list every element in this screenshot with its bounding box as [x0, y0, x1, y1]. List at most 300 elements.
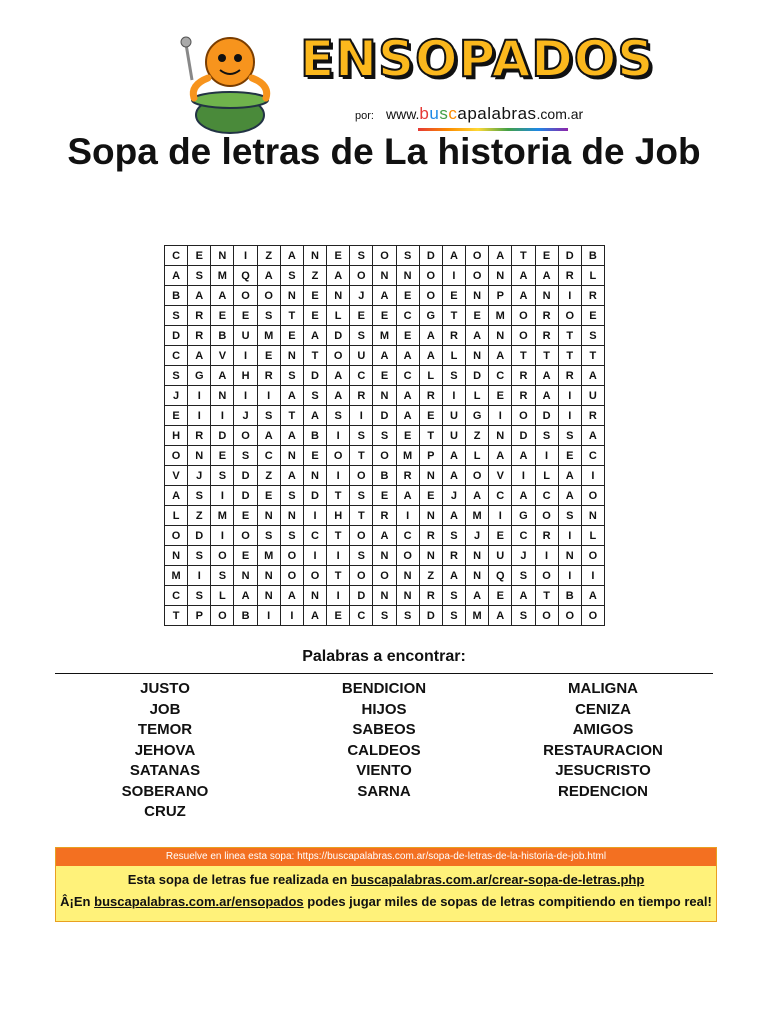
- grid-cell[interactable]: S: [535, 426, 558, 446]
- grid-cell[interactable]: A: [396, 346, 419, 366]
- grid-cell[interactable]: E: [373, 306, 396, 326]
- grid-cell[interactable]: N: [303, 246, 326, 266]
- grid-cell[interactable]: O: [419, 286, 442, 306]
- grid-cell[interactable]: Q: [489, 566, 512, 586]
- grid-cell[interactable]: R: [535, 326, 558, 346]
- grid-cell[interactable]: D: [512, 426, 535, 446]
- grid-cell[interactable]: T: [442, 306, 465, 326]
- grid-cell[interactable]: N: [419, 506, 442, 526]
- grid-cell[interactable]: Q: [234, 266, 257, 286]
- grid-cell[interactable]: Z: [257, 466, 280, 486]
- grid-cell[interactable]: P: [419, 446, 442, 466]
- grid-cell[interactable]: A: [165, 486, 188, 506]
- grid-cell[interactable]: T: [350, 446, 373, 466]
- grid-cell[interactable]: S: [396, 246, 419, 266]
- grid-cell[interactable]: T: [512, 246, 535, 266]
- grid-cell[interactable]: I: [280, 606, 303, 626]
- grid-cell[interactable]: T: [558, 346, 581, 366]
- grid-cell[interactable]: D: [466, 366, 489, 386]
- grid-cell[interactable]: U: [442, 426, 465, 446]
- grid-cell[interactable]: I: [558, 286, 581, 306]
- grid-cell[interactable]: P: [489, 286, 512, 306]
- grid-cell[interactable]: C: [165, 586, 188, 606]
- grid-cell[interactable]: C: [489, 366, 512, 386]
- grid-cell[interactable]: D: [558, 246, 581, 266]
- grid-cell[interactable]: N: [188, 446, 211, 466]
- grid-cell[interactable]: C: [396, 366, 419, 386]
- grid-cell[interactable]: E: [327, 246, 350, 266]
- grid-cell[interactable]: N: [280, 446, 303, 466]
- grid-cell[interactable]: R: [558, 266, 581, 286]
- grid-cell[interactable]: A: [512, 586, 535, 606]
- grid-cell[interactable]: A: [280, 586, 303, 606]
- grid-cell[interactable]: T: [327, 486, 350, 506]
- grid-cell[interactable]: I: [188, 406, 211, 426]
- grid-cell[interactable]: E: [581, 306, 604, 326]
- grid-cell[interactable]: A: [188, 346, 211, 366]
- grid-cell[interactable]: C: [396, 526, 419, 546]
- grid-cell[interactable]: O: [303, 566, 326, 586]
- grid-cell[interactable]: T: [165, 606, 188, 626]
- grid-cell[interactable]: H: [165, 426, 188, 446]
- grid-cell[interactable]: I: [558, 406, 581, 426]
- grid-cell[interactable]: E: [373, 366, 396, 386]
- grid-cell[interactable]: R: [512, 366, 535, 386]
- grid-cell[interactable]: J: [512, 546, 535, 566]
- grid-cell[interactable]: A: [466, 486, 489, 506]
- grid-cell[interactable]: S: [442, 586, 465, 606]
- grid-cell[interactable]: A: [442, 506, 465, 526]
- grid-cell[interactable]: S: [257, 526, 280, 546]
- grid-cell[interactable]: B: [581, 246, 604, 266]
- grid-cell[interactable]: A: [581, 366, 604, 386]
- grid-cell[interactable]: S: [188, 266, 211, 286]
- grid-cell[interactable]: J: [234, 406, 257, 426]
- grid-cell[interactable]: I: [558, 566, 581, 586]
- grid-cell[interactable]: T: [535, 346, 558, 366]
- grid-cell[interactable]: O: [396, 546, 419, 566]
- grid-cell[interactable]: N: [558, 546, 581, 566]
- grid-cell[interactable]: T: [303, 346, 326, 366]
- grid-cell[interactable]: G: [466, 406, 489, 426]
- grid-cell[interactable]: S: [350, 326, 373, 346]
- grid-cell[interactable]: T: [581, 346, 604, 366]
- grid-cell[interactable]: D: [234, 466, 257, 486]
- grid-cell[interactable]: I: [257, 386, 280, 406]
- grid-cell[interactable]: I: [303, 546, 326, 566]
- grid-cell[interactable]: R: [581, 406, 604, 426]
- grid-cell[interactable]: O: [234, 286, 257, 306]
- grid-cell[interactable]: E: [257, 346, 280, 366]
- grid-cell[interactable]: A: [489, 246, 512, 266]
- grid-cell[interactable]: N: [466, 286, 489, 306]
- grid-cell[interactable]: A: [419, 326, 442, 346]
- grid-cell[interactable]: O: [350, 566, 373, 586]
- grid-cell[interactable]: I: [327, 586, 350, 606]
- grid-cell[interactable]: O: [280, 546, 303, 566]
- grid-cell[interactable]: N: [396, 266, 419, 286]
- brand-logo[interactable]: [300, 30, 655, 130]
- grid-cell[interactable]: A: [581, 426, 604, 446]
- grid-cell[interactable]: E: [350, 306, 373, 326]
- grid-cell[interactable]: S: [188, 586, 211, 606]
- grid-cell[interactable]: N: [280, 506, 303, 526]
- grid-cell[interactable]: R: [373, 506, 396, 526]
- grid-cell[interactable]: S: [327, 406, 350, 426]
- grid-cell[interactable]: O: [512, 306, 535, 326]
- grid-cell[interactable]: O: [512, 406, 535, 426]
- grid-cell[interactable]: B: [234, 606, 257, 626]
- grid-cell[interactable]: R: [535, 306, 558, 326]
- grid-cell[interactable]: N: [211, 246, 234, 266]
- grid-cell[interactable]: S: [350, 246, 373, 266]
- grid-cell[interactable]: N: [211, 386, 234, 406]
- grid-cell[interactable]: Z: [257, 246, 280, 266]
- grid-cell[interactable]: A: [442, 446, 465, 466]
- grid-cell[interactable]: I: [535, 446, 558, 466]
- grid-cell[interactable]: T: [350, 506, 373, 526]
- grid-cell[interactable]: C: [165, 246, 188, 266]
- grid-cell[interactable]: A: [535, 386, 558, 406]
- grid-cell[interactable]: T: [512, 346, 535, 366]
- grid-cell[interactable]: D: [165, 326, 188, 346]
- grid-cell[interactable]: O: [350, 266, 373, 286]
- grid-cell[interactable]: E: [419, 406, 442, 426]
- grid-cell[interactable]: G: [419, 306, 442, 326]
- grid-cell[interactable]: I: [396, 506, 419, 526]
- grid-cell[interactable]: N: [535, 286, 558, 306]
- grid-cell[interactable]: A: [535, 366, 558, 386]
- grid-cell[interactable]: E: [303, 306, 326, 326]
- grid-cell[interactable]: L: [581, 526, 604, 546]
- grid-cell[interactable]: O: [327, 446, 350, 466]
- grid-cell[interactable]: E: [211, 446, 234, 466]
- grid-cell[interactable]: J: [466, 526, 489, 546]
- grid-cell[interactable]: N: [257, 566, 280, 586]
- grid-cell[interactable]: E: [396, 426, 419, 446]
- grid-cell[interactable]: C: [489, 486, 512, 506]
- grid-cell[interactable]: E: [188, 246, 211, 266]
- grid-cell[interactable]: I: [581, 466, 604, 486]
- grid-cell[interactable]: A: [512, 446, 535, 466]
- grid-cell[interactable]: C: [350, 606, 373, 626]
- grid-cell[interactable]: E: [280, 326, 303, 346]
- grid-cell[interactable]: N: [581, 506, 604, 526]
- grid-cell[interactable]: A: [373, 526, 396, 546]
- grid-cell[interactable]: A: [466, 326, 489, 346]
- grid-cell[interactable]: L: [211, 586, 234, 606]
- grid-cell[interactable]: N: [280, 346, 303, 366]
- grid-cell[interactable]: E: [535, 246, 558, 266]
- grid-cell[interactable]: S: [280, 526, 303, 546]
- grid-cell[interactable]: C: [581, 446, 604, 466]
- grid-cell[interactable]: Z: [188, 506, 211, 526]
- grid-cell[interactable]: C: [512, 526, 535, 546]
- grid-cell[interactable]: E: [234, 306, 257, 326]
- grid-cell[interactable]: A: [257, 426, 280, 446]
- grid-cell[interactable]: C: [350, 366, 373, 386]
- grid-cell[interactable]: I: [234, 386, 257, 406]
- grid-cell[interactable]: A: [512, 486, 535, 506]
- grid-cell[interactable]: A: [489, 346, 512, 366]
- grid-cell[interactable]: T: [558, 326, 581, 346]
- grid-cell[interactable]: I: [327, 466, 350, 486]
- grid-cell[interactable]: N: [419, 466, 442, 486]
- grid-cell[interactable]: I: [188, 566, 211, 586]
- grid-cell[interactable]: B: [558, 586, 581, 606]
- grid-cell[interactable]: N: [257, 586, 280, 606]
- grid-cell[interactable]: S: [188, 546, 211, 566]
- grid-cell[interactable]: S: [303, 386, 326, 406]
- grid-cell[interactable]: E: [442, 286, 465, 306]
- grid-cell[interactable]: A: [211, 366, 234, 386]
- grid-cell[interactable]: B: [211, 326, 234, 346]
- grid-cell[interactable]: M: [257, 326, 280, 346]
- grid-cell[interactable]: E: [489, 526, 512, 546]
- grid-cell[interactable]: I: [442, 386, 465, 406]
- grid-cell[interactable]: S: [581, 326, 604, 346]
- grid-cell[interactable]: R: [419, 526, 442, 546]
- grid-cell[interactable]: A: [373, 346, 396, 366]
- grid-cell[interactable]: S: [257, 406, 280, 426]
- grid-cell[interactable]: O: [466, 266, 489, 286]
- grid-cell[interactable]: A: [396, 386, 419, 406]
- grid-cell[interactable]: O: [466, 246, 489, 266]
- grid-cell[interactable]: D: [350, 586, 373, 606]
- grid-cell[interactable]: L: [327, 306, 350, 326]
- grid-cell[interactable]: N: [466, 566, 489, 586]
- grid-cell[interactable]: R: [396, 466, 419, 486]
- grid-cell[interactable]: U: [581, 386, 604, 406]
- grid-cell[interactable]: R: [558, 366, 581, 386]
- grid-cell[interactable]: M: [211, 266, 234, 286]
- grid-cell[interactable]: V: [489, 466, 512, 486]
- grid-cell[interactable]: U: [350, 346, 373, 366]
- grid-cell[interactable]: O: [350, 466, 373, 486]
- grid-cell[interactable]: M: [396, 446, 419, 466]
- grid-cell[interactable]: A: [188, 286, 211, 306]
- grid-cell[interactable]: A: [396, 406, 419, 426]
- grid-cell[interactable]: S: [373, 606, 396, 626]
- grid-cell[interactable]: J: [442, 486, 465, 506]
- grid-cell[interactable]: C: [165, 346, 188, 366]
- grid-cell[interactable]: U: [489, 546, 512, 566]
- grid-cell[interactable]: P: [188, 606, 211, 626]
- grid-cell[interactable]: I: [535, 546, 558, 566]
- grid-cell[interactable]: E: [373, 486, 396, 506]
- grid-cell[interactable]: I: [257, 606, 280, 626]
- grid-cell[interactable]: O: [234, 426, 257, 446]
- grid-cell[interactable]: I: [489, 506, 512, 526]
- grid-cell[interactable]: C: [396, 306, 419, 326]
- grid-cell[interactable]: L: [466, 386, 489, 406]
- grid-cell[interactable]: I: [350, 406, 373, 426]
- grid-cell[interactable]: S: [512, 606, 535, 626]
- grid-cell[interactable]: G: [512, 506, 535, 526]
- grid-cell[interactable]: H: [327, 506, 350, 526]
- grid-cell[interactable]: I: [512, 466, 535, 486]
- grid-cell[interactable]: S: [558, 506, 581, 526]
- grid-cell[interactable]: E: [558, 446, 581, 466]
- grid-cell[interactable]: R: [257, 366, 280, 386]
- grid-cell[interactable]: A: [581, 586, 604, 606]
- grid-cell[interactable]: O: [512, 326, 535, 346]
- grid-cell[interactable]: O: [535, 506, 558, 526]
- grid-cell[interactable]: A: [165, 266, 188, 286]
- grid-cell[interactable]: E: [234, 546, 257, 566]
- grid-cell[interactable]: M: [373, 326, 396, 346]
- grid-cell[interactable]: E: [466, 306, 489, 326]
- grid-cell[interactable]: A: [303, 406, 326, 426]
- grid-cell[interactable]: N: [234, 566, 257, 586]
- grid-cell[interactable]: D: [373, 406, 396, 426]
- grid-cell[interactable]: M: [466, 606, 489, 626]
- grid-cell[interactable]: O: [535, 606, 558, 626]
- grid-cell[interactable]: N: [419, 546, 442, 566]
- grid-cell[interactable]: M: [466, 506, 489, 526]
- grid-cell[interactable]: N: [373, 546, 396, 566]
- grid-cell[interactable]: B: [165, 286, 188, 306]
- grid-cell[interactable]: O: [558, 306, 581, 326]
- grid-cell[interactable]: Z: [303, 266, 326, 286]
- grid-cell[interactable]: E: [211, 306, 234, 326]
- grid-cell[interactable]: A: [535, 266, 558, 286]
- grid-cell[interactable]: I: [188, 386, 211, 406]
- grid-cell[interactable]: L: [535, 466, 558, 486]
- grid-cell[interactable]: O: [466, 466, 489, 486]
- grid-cell[interactable]: E: [234, 506, 257, 526]
- grid-cell[interactable]: A: [489, 606, 512, 626]
- grid-cell[interactable]: E: [419, 486, 442, 506]
- grid-cell[interactable]: R: [419, 586, 442, 606]
- grid-cell[interactable]: E: [257, 486, 280, 506]
- grid-cell[interactable]: N: [373, 266, 396, 286]
- grid-cell[interactable]: T: [280, 306, 303, 326]
- grid-cell[interactable]: N: [303, 586, 326, 606]
- grid-cell[interactable]: N: [396, 566, 419, 586]
- grid-cell[interactable]: S: [165, 306, 188, 326]
- grid-cell[interactable]: A: [442, 566, 465, 586]
- grid-cell[interactable]: S: [442, 526, 465, 546]
- grid-cell[interactable]: J: [165, 386, 188, 406]
- grid-cell[interactable]: A: [327, 386, 350, 406]
- grid-cell[interactable]: N: [396, 586, 419, 606]
- grid-cell[interactable]: N: [280, 286, 303, 306]
- grid-cell[interactable]: D: [419, 606, 442, 626]
- grid-cell[interactable]: L: [442, 346, 465, 366]
- grid-cell[interactable]: I: [327, 546, 350, 566]
- grid-cell[interactable]: S: [512, 566, 535, 586]
- grid-cell[interactable]: S: [280, 486, 303, 506]
- grid-cell[interactable]: A: [303, 326, 326, 346]
- grid-cell[interactable]: C: [535, 486, 558, 506]
- grid-cell[interactable]: I: [489, 406, 512, 426]
- grid-cell[interactable]: I: [211, 406, 234, 426]
- grid-cell[interactable]: O: [581, 486, 604, 506]
- grid-cell[interactable]: O: [165, 526, 188, 546]
- grid-cell[interactable]: R: [442, 326, 465, 346]
- online-link[interactable]: Resuelve en linea esta sopa: https://buscapalabras.com.ar/sopa-de-letras-de-la-historia-de-job.html: [56, 848, 716, 866]
- grid-cell[interactable]: T: [327, 566, 350, 586]
- grid-cell[interactable]: S: [350, 546, 373, 566]
- grid-cell[interactable]: A: [512, 286, 535, 306]
- grid-cell[interactable]: L: [581, 266, 604, 286]
- grid-cell[interactable]: N: [373, 386, 396, 406]
- grid-cell[interactable]: R: [512, 386, 535, 406]
- grid-cell[interactable]: M: [257, 546, 280, 566]
- grid-cell[interactable]: E: [396, 286, 419, 306]
- grid-cell[interactable]: M: [211, 506, 234, 526]
- grid-cell[interactable]: R: [188, 426, 211, 446]
- grid-cell[interactable]: N: [466, 546, 489, 566]
- grid-cell[interactable]: I: [211, 526, 234, 546]
- grid-cell[interactable]: O: [535, 566, 558, 586]
- grid-cell[interactable]: B: [303, 426, 326, 446]
- create-link[interactable]: buscapalabras.com.ar/crear-sopa-de-letras.php: [350, 872, 645, 887]
- grid-cell[interactable]: I: [581, 566, 604, 586]
- grid-cell[interactable]: I: [234, 246, 257, 266]
- grid-cell[interactable]: S: [257, 306, 280, 326]
- grid-cell[interactable]: E: [489, 586, 512, 606]
- grid-cell[interactable]: I: [303, 506, 326, 526]
- grid-cell[interactable]: V: [165, 466, 188, 486]
- grid-cell[interactable]: R: [350, 386, 373, 406]
- grid-cell[interactable]: L: [466, 446, 489, 466]
- grid-cell[interactable]: D: [303, 486, 326, 506]
- grid-cell[interactable]: L: [165, 506, 188, 526]
- grid-cell[interactable]: S: [165, 366, 188, 386]
- grid-cell[interactable]: O: [558, 606, 581, 626]
- grid-cell[interactable]: A: [396, 486, 419, 506]
- grid-cell[interactable]: E: [303, 446, 326, 466]
- grid-cell[interactable]: A: [327, 366, 350, 386]
- grid-cell[interactable]: D: [234, 486, 257, 506]
- grid-cell[interactable]: U: [234, 326, 257, 346]
- grid-cell[interactable]: S: [558, 426, 581, 446]
- grid-cell[interactable]: D: [419, 246, 442, 266]
- grid-cell[interactable]: N: [303, 466, 326, 486]
- grid-cell[interactable]: O: [165, 446, 188, 466]
- grid-cell[interactable]: S: [373, 426, 396, 446]
- grid-cell[interactable]: E: [327, 606, 350, 626]
- grid-cell[interactable]: R: [535, 526, 558, 546]
- grid-cell[interactable]: A: [466, 586, 489, 606]
- grid-cell[interactable]: I: [234, 346, 257, 366]
- grid-cell[interactable]: J: [350, 286, 373, 306]
- grid-cell[interactable]: A: [373, 286, 396, 306]
- grid-cell[interactable]: V: [211, 346, 234, 366]
- grid-cell[interactable]: A: [280, 386, 303, 406]
- grid-cell[interactable]: N: [327, 286, 350, 306]
- grid-cell[interactable]: H: [234, 366, 257, 386]
- grid-cell[interactable]: O: [211, 546, 234, 566]
- grid-cell[interactable]: S: [280, 366, 303, 386]
- grid-cell[interactable]: T: [280, 406, 303, 426]
- grid-cell[interactable]: O: [373, 566, 396, 586]
- grid-cell[interactable]: O: [373, 246, 396, 266]
- grid-cell[interactable]: S: [396, 606, 419, 626]
- grid-cell[interactable]: N: [373, 586, 396, 606]
- grid-cell[interactable]: D: [303, 366, 326, 386]
- grid-cell[interactable]: A: [234, 586, 257, 606]
- grid-cell[interactable]: R: [581, 286, 604, 306]
- grid-cell[interactable]: E: [165, 406, 188, 426]
- grid-cell[interactable]: I: [558, 386, 581, 406]
- grid-cell[interactable]: N: [165, 546, 188, 566]
- grid-cell[interactable]: A: [280, 426, 303, 446]
- grid-cell[interactable]: T: [419, 426, 442, 446]
- grid-cell[interactable]: A: [558, 486, 581, 506]
